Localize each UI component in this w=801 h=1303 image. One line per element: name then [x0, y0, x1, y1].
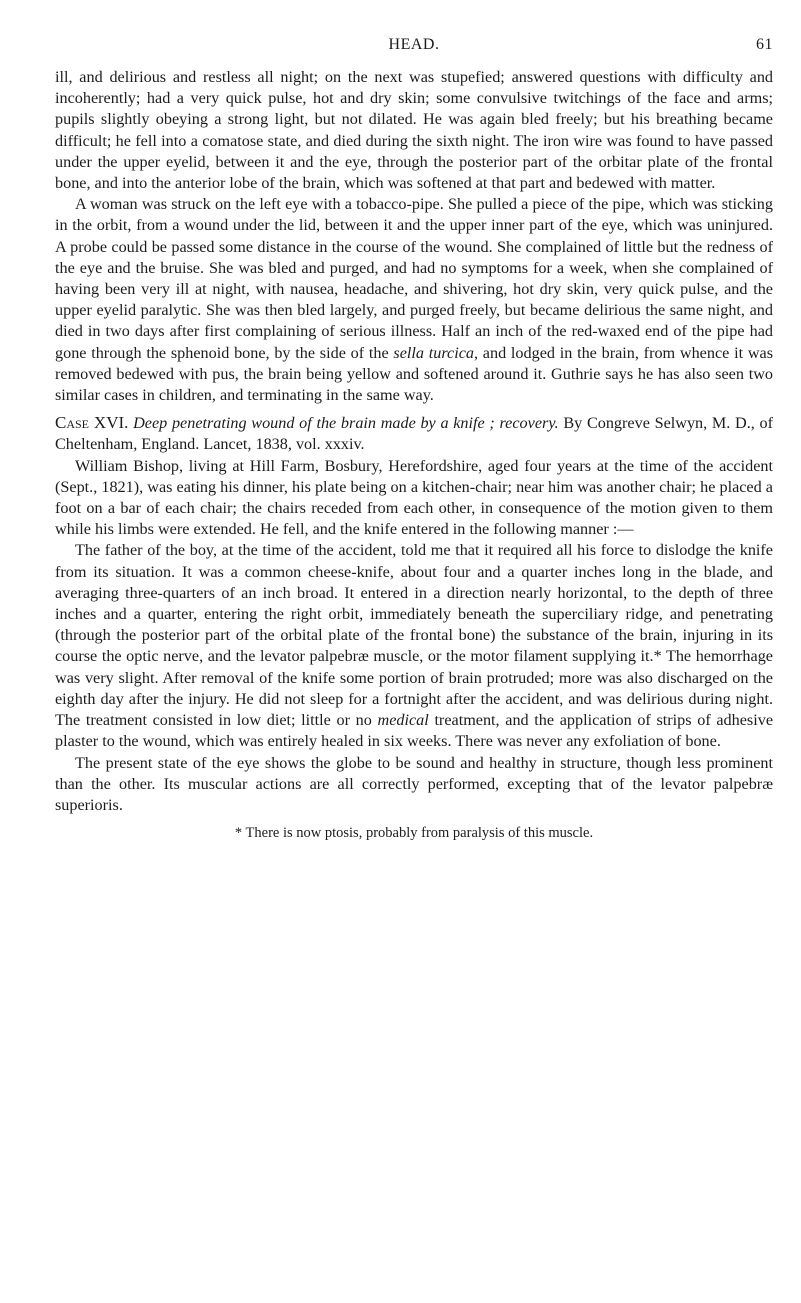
paragraph-3: William Bishop, living at Hill Farm, Bosbury, Herefordshire, aged four years at the time of the accident (Sept., 1821), was eating his dinner, his plate being on a kitchen-chair; near him was another chair; he placed a foot on a bar of each chair; the chairs receded from each other, in consequence of the motion given to them while his limbs were extended. He fell, and the knife entered in the following manner :—: [55, 456, 773, 539]
case-citation: By Congreve Selwyn, M. D., of Cheltenham, England. Lancet, 1838, vol. xxxiv.: [55, 414, 774, 454]
running-header: [55, 36, 773, 58]
paragraph-2-text-a: A woman was struck on the left eye with a tobacco-pipe. She pulled a piece of the pipe, which was sticking in the orbit, from a wound under the lid, between it and the upper inner part of the eye, which was uninjured. A probe could be passed some distance in the course of the wound. She complained of little but the redness of the eye and the bruise. She was bled and purged, and had no symptoms for a week, when she complained of having been very ill at night, with nausea, headache, and shivering, hot dry skin, very quick pulse, and the upper eyelid paralytic. She was then bled largely, and purged freely, but became delirious the same night, and died in two days after first complaining of serious illness. Half an inch of the red-waxed end of the pipe had gone through the sphenoid bone, by the side of the: [55, 195, 773, 362]
paragraph-2-italic: sella turcica: [393, 343, 474, 362]
paragraph-2-text-b: , and lodged in the brain, from whence it was removed bedewed with pus, the brain being yellow and softened around it. Guthrie says he has also seen two similar cases in children, and terminating in the same way.: [55, 343, 774, 405]
body-text: [55, 67, 773, 816]
case-heading: [55, 412, 773, 455]
paragraph-1: ill, and delirious and restless all night; on the next was stupefied; answered questions with difficulty and incoherently; had a very quick pulse, hot and dry skin; some convulsive twitchings of the face and arms; pupils slightly obeying a strong light, but not dilated. He was again bled freely; but his breathing became difficult; he fell into a comatose state, and died during the sixth night. The iron wire was found to have passed under the upper eyelid, between it and the eye, through the posterior part of the orbitar plate of the frontal bone, and into the anterior lobe of the brain, which was softened at that part and bedewed with matter.: [55, 68, 773, 193]
paragraph-4-text-b: treatment, and the application of strips of adhesive plaster to the wound, which was entirely healed in six weeks. There was never any exfoliation of bone.: [55, 711, 774, 751]
page-number: 61: [756, 36, 773, 53]
case-label: Case XVI.: [55, 413, 129, 433]
running-title: HEAD.: [388, 36, 440, 53]
footnote: * There is now ptosis, probably from paralysis of this muscle.: [234, 825, 594, 842]
paragraph-4: [55, 540, 773, 752]
paragraph-4-italic: medical: [377, 711, 429, 730]
paragraph-5: The present state of the eye shows the globe to be sound and healthy in structure, though less prominent than the other. Its muscular actions are all correctly performed, excepting that of the levator palpebræ superioris.: [55, 753, 773, 814]
book-page: [55, 36, 773, 843]
paragraph-4-text-a: The father of the boy, at the time of the accident, told me that it required all his force to dislodge the knife from its situation. It was a common cheese-knife, about four and a quarter inches long in the blade, and averaging three-quarters of an inch broad. It entered in a direction nearly horizontal, to the depth of three inches and a quarter, entering the right orbit, immediately beneath the superciliary ridge, and penetrating (through the posterior part of the orbital plate of the frontal bone) the substance of the brain, injuring in its course the optic nerve, and the levator palpebræ muscle, or the motor filament supplying it.* The hemorrhage was very slight. After removal of the knife some portion of brain protruded; more was also discharged on the eighth day after the injury. He did not sleep for a fortnight after the accident, and was delirious during night. The treatment consisted in low diet; little or no: [55, 541, 773, 730]
case-title: Deep penetrating wound of the brain made by a knife ; recovery.: [133, 414, 559, 433]
paragraph-2: [55, 194, 773, 406]
